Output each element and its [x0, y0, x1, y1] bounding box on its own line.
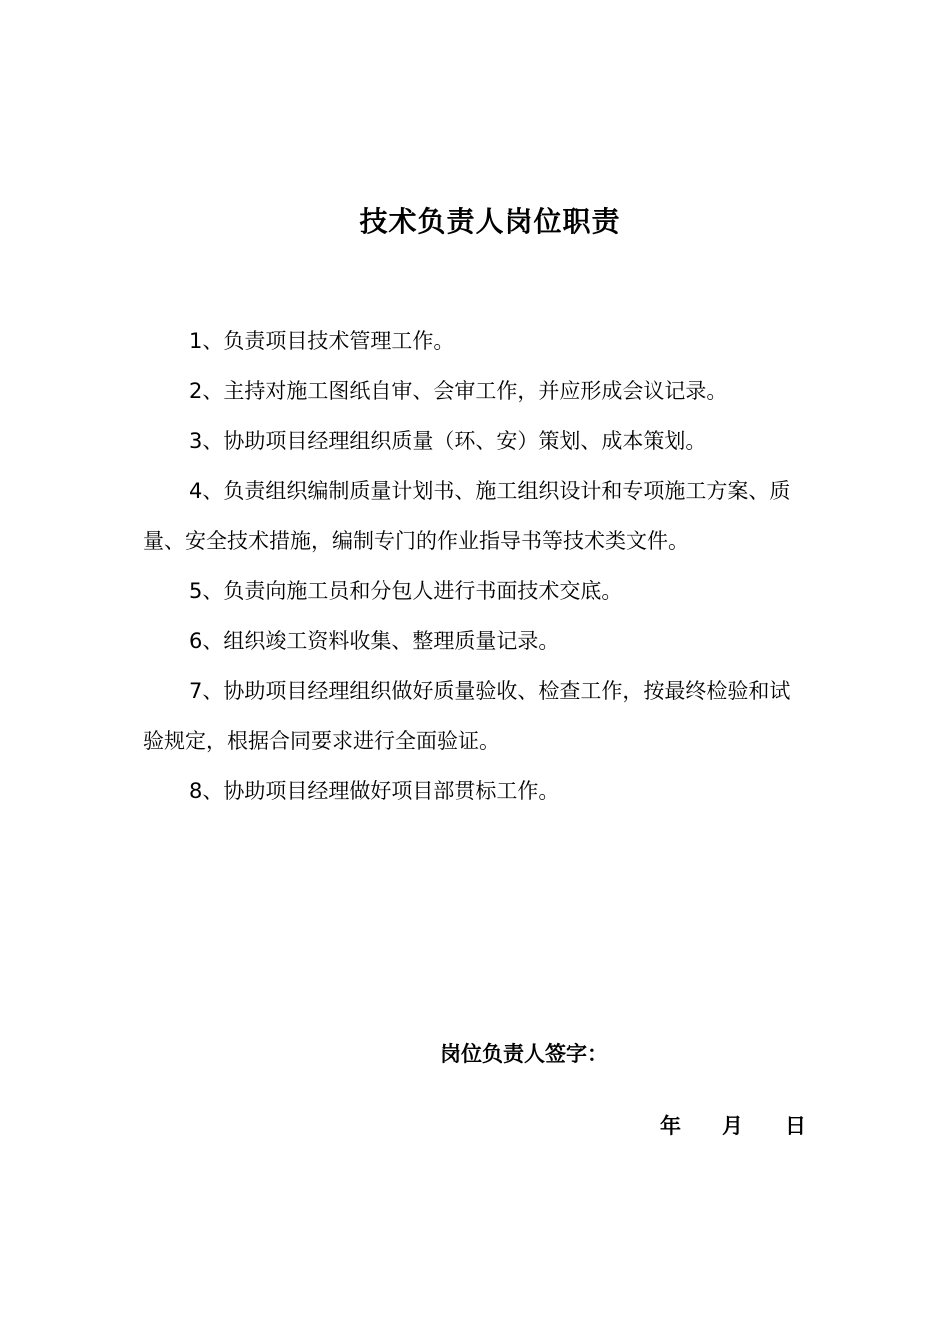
date-year-label: 年 [660, 1114, 681, 1138]
responsibility-item-4: 4、负责组织编制质量计划书、施工组织设计和专项施工方案、质量、安全技术措施，编制专门的作业指导书等技术类文件。 [143, 479, 791, 553]
responsibility-item-2: 2、主持对施工图纸自审、会审工作，并应形成会议记录。 [189, 379, 728, 403]
document-title: 技术负责人岗位职责 [359, 205, 621, 238]
responsibility-item-8: 8、协助项目经理做好项目部贯标工作。 [189, 779, 560, 803]
date-month-label: 月 [722, 1114, 743, 1138]
date-day-label: 日 [785, 1114, 806, 1138]
responsibility-item-7: 7、协助项目经理组织做好质量验收、检查工作，按最终检验和试验规定，根据合同要求进行全面验证。 [143, 679, 791, 753]
responsibility-item-5: 5、负责向施工员和分包人进行书面技术交底。 [189, 579, 623, 603]
signature-label: 岗位负责人签字： [440, 1042, 608, 1066]
responsibility-list [143, 316, 810, 816]
responsibility-item-3: 3、协助项目经理组织质量（环、安）策划、成本策划。 [189, 429, 707, 453]
responsibility-item-6: 6、组织竣工资料收集、整理质量记录。 [189, 629, 560, 653]
responsibility-item-1: 1、负责项目技术管理工作。 [189, 329, 455, 353]
